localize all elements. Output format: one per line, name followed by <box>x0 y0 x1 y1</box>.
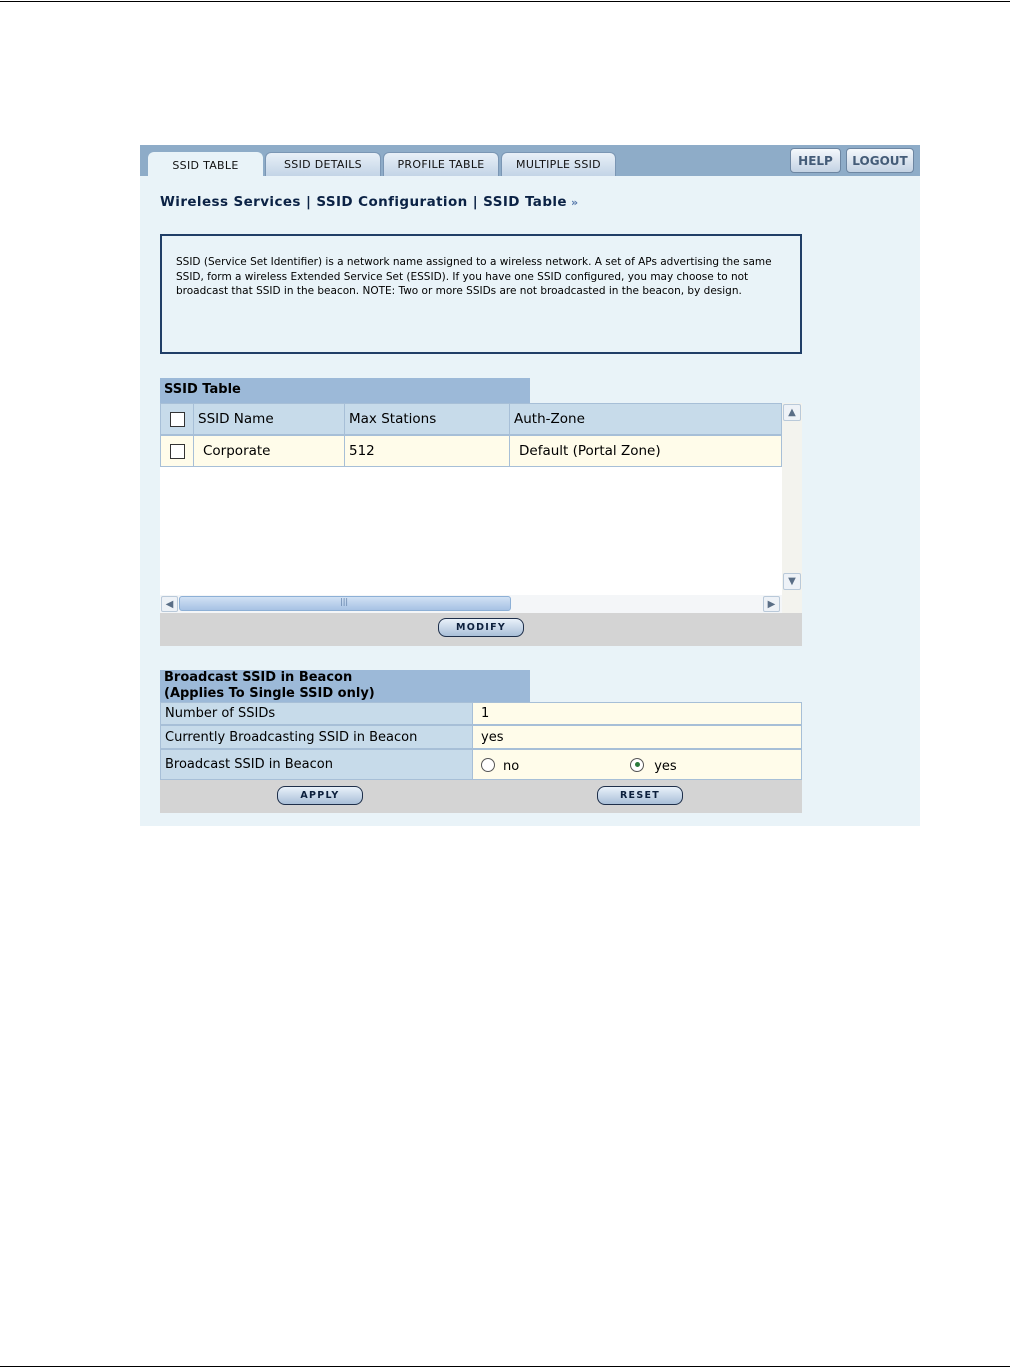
scroll-right-icon[interactable]: ▶ <box>763 596 780 612</box>
help-button[interactable]: HELP <box>790 148 841 173</box>
column-header-auth-zone[interactable]: Auth-Zone <box>509 403 782 435</box>
scrollbar-grip-icon: ||| <box>340 597 349 606</box>
modify-button[interactable]: MODIFY <box>438 618 524 637</box>
bottom-rule <box>0 1366 1010 1367</box>
apply-button[interactable]: APPLY <box>277 786 363 805</box>
broadcast-button-bar <box>160 780 802 813</box>
tab-ssid-table[interactable] <box>148 152 263 177</box>
current-broadcast-value: yes <box>472 725 802 749</box>
logout-button[interactable]: LOGOUT <box>846 148 914 173</box>
num-ssids-value: 1 <box>472 702 802 725</box>
column-header-max-stations[interactable]: Max Stations <box>344 403 510 435</box>
column-header-ssid-name[interactable]: SSID Name <box>193 403 345 435</box>
table-cell-max-stations: 512 <box>344 435 510 467</box>
table-row-select-cell <box>160 435 194 467</box>
app-frame <box>140 145 920 826</box>
description-text: SSID (Service Set Identifier) is a network name assigned to a wireless network. A set of APs advertising the same SSID, form a wireless Extended Service Set (ESSID). If you have one SSID configured, you may choose to not broadcast that SSID in the beacon. NOTE: Two or more SSIDs are not broadcasted in the beacon, by design. <box>176 256 772 297</box>
num-ssids-label: Number of SSIDs <box>160 702 473 725</box>
tab-ssid-details[interactable] <box>265 152 381 176</box>
broadcast-yes-label: yes <box>654 759 677 774</box>
broadcast-title-line1: Broadcast SSID in Beacon <box>164 670 353 685</box>
broadcast-no-label: no <box>503 759 520 774</box>
current-broadcast-label: Currently Broadcasting SSID in Beacon <box>160 725 473 749</box>
horizontal-scrollbar[interactable] <box>160 595 782 613</box>
broadcast-yes-radio[interactable] <box>630 758 644 772</box>
row-checkbox[interactable] <box>170 444 185 459</box>
top-rule <box>0 1 1010 2</box>
description-box <box>160 234 802 354</box>
vertical-scrollbar[interactable] <box>782 403 802 613</box>
scrollbar-thumb[interactable] <box>179 596 511 611</box>
table-cell-auth-zone: Default (Portal Zone) <box>509 435 782 467</box>
tab-label: SSID TABLE <box>172 158 239 172</box>
tab-label: PROFILE TABLE <box>397 158 485 171</box>
double-chevron-icon: » <box>570 196 579 209</box>
broadcast-table <box>160 702 802 782</box>
breadcrumb-text: Wireless Services | SSID Configuration | SSID Table <box>160 194 567 210</box>
ssid-table <box>160 403 802 613</box>
scroll-down-icon[interactable]: ▼ <box>783 573 801 590</box>
broadcast-no-radio[interactable] <box>481 758 495 772</box>
tab-bar <box>140 145 920 176</box>
scroll-up-icon[interactable]: ▲ <box>783 404 801 421</box>
select-all-checkbox[interactable] <box>170 412 185 427</box>
reset-button[interactable]: RESET <box>597 786 683 805</box>
tab-profile-table[interactable] <box>383 152 499 176</box>
select-all-cell <box>160 403 194 435</box>
tab-multiple-ssid[interactable] <box>501 152 616 176</box>
table-cell-ssid-name: Corporate <box>193 435 345 467</box>
tab-label: MULTIPLE SSID <box>516 158 601 171</box>
scroll-left-icon[interactable]: ◀ <box>161 596 178 612</box>
broadcast-ssid-label: Broadcast SSID in Beacon <box>160 749 473 780</box>
broadcast-ssid-options <box>472 749 802 780</box>
broadcast-title-line2: (Applies To Single SSID only) <box>164 685 375 701</box>
tab-label: SSID DETAILS <box>284 158 362 171</box>
ssid-table-title: SSID Table <box>160 378 530 403</box>
ssid-table-button-bar <box>160 613 802 646</box>
broadcast-section-title <box>160 670 530 702</box>
breadcrumb <box>160 194 579 210</box>
